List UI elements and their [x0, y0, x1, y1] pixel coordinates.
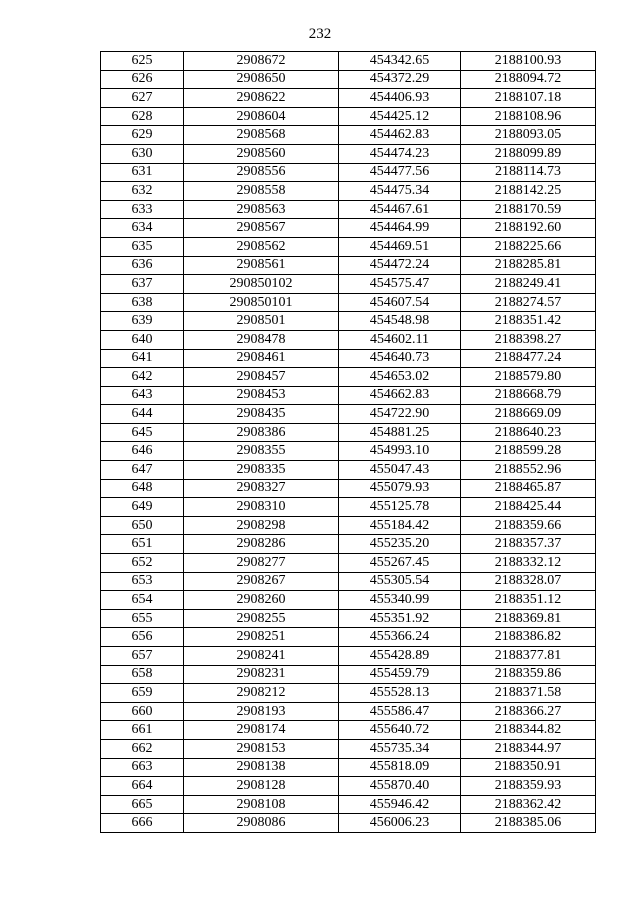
- row-number-cell: 650: [101, 516, 184, 535]
- row-number-cell: 630: [101, 144, 184, 163]
- row-number-cell: 646: [101, 442, 184, 461]
- table-row: [101, 442, 596, 461]
- y-coordinate-cell: 2188114.73: [461, 163, 596, 182]
- row-number-cell: 631: [101, 163, 184, 182]
- table-row: [101, 293, 596, 312]
- y-coordinate-cell: 2188385.06: [461, 814, 596, 833]
- x-coordinate-cell: 454722.90: [339, 405, 461, 424]
- table-row: [101, 702, 596, 721]
- point-id-cell: 2908231: [184, 665, 339, 684]
- point-id-cell: 2908335: [184, 461, 339, 480]
- row-number-cell: 652: [101, 554, 184, 573]
- x-coordinate-cell: 454464.99: [339, 219, 461, 238]
- table-row: [101, 461, 596, 480]
- table-row: [101, 107, 596, 126]
- point-id-cell: 2908086: [184, 814, 339, 833]
- point-id-cell: 2908251: [184, 628, 339, 647]
- x-coordinate-cell: 455946.42: [339, 795, 461, 814]
- row-number-cell: 665: [101, 795, 184, 814]
- table-row: [101, 572, 596, 591]
- point-id-cell: 2908650: [184, 70, 339, 89]
- row-number-cell: 647: [101, 461, 184, 480]
- table-row: [101, 591, 596, 610]
- y-coordinate-cell: 2188350.91: [461, 758, 596, 777]
- point-id-cell: 2908561: [184, 256, 339, 275]
- y-coordinate-cell: 2188359.93: [461, 777, 596, 796]
- y-coordinate-cell: 2188599.28: [461, 442, 596, 461]
- point-id-cell: 2908212: [184, 684, 339, 703]
- y-coordinate-cell: 2188225.66: [461, 237, 596, 256]
- y-coordinate-cell: 2188192.60: [461, 219, 596, 238]
- x-coordinate-cell: 454342.65: [339, 52, 461, 71]
- table-row: [101, 516, 596, 535]
- y-coordinate-cell: 2188357.37: [461, 535, 596, 554]
- x-coordinate-cell: 455428.89: [339, 647, 461, 666]
- point-id-cell: 2908560: [184, 144, 339, 163]
- row-number-cell: 641: [101, 349, 184, 368]
- point-id-cell: 2908267: [184, 572, 339, 591]
- row-number-cell: 636: [101, 256, 184, 275]
- y-coordinate-cell: 2188344.82: [461, 721, 596, 740]
- x-coordinate-cell: 454575.47: [339, 275, 461, 294]
- x-coordinate-cell: 454548.98: [339, 312, 461, 331]
- y-coordinate-cell: 2188552.96: [461, 461, 596, 480]
- table-row: [101, 535, 596, 554]
- point-id-cell: 2908563: [184, 200, 339, 219]
- y-coordinate-cell: 2188668.79: [461, 386, 596, 405]
- y-coordinate-cell: 2188099.89: [461, 144, 596, 163]
- table-row: [101, 386, 596, 405]
- page-number: 232: [308, 26, 332, 42]
- y-coordinate-cell: 2188285.81: [461, 256, 596, 275]
- row-number-cell: 645: [101, 423, 184, 442]
- table-row: [101, 163, 596, 182]
- x-coordinate-cell: 454602.11: [339, 330, 461, 349]
- table-row: [101, 70, 596, 89]
- point-id-cell: 2908622: [184, 89, 339, 108]
- point-id-cell: 2908310: [184, 498, 339, 517]
- row-number-cell: 633: [101, 200, 184, 219]
- y-coordinate-cell: 2188465.87: [461, 479, 596, 498]
- x-coordinate-cell: 455125.78: [339, 498, 461, 517]
- row-number-cell: 644: [101, 405, 184, 424]
- y-coordinate-cell: 2188332.12: [461, 554, 596, 573]
- x-coordinate-cell: 454477.56: [339, 163, 461, 182]
- point-id-cell: 2908355: [184, 442, 339, 461]
- y-coordinate-cell: 2188351.42: [461, 312, 596, 331]
- table-row: [101, 144, 596, 163]
- point-id-cell: 2908604: [184, 107, 339, 126]
- table-row: [101, 182, 596, 201]
- row-number-cell: 640: [101, 330, 184, 349]
- row-number-cell: 638: [101, 293, 184, 312]
- y-coordinate-cell: 2188107.18: [461, 89, 596, 108]
- coordinates-table-body: [101, 52, 596, 833]
- y-coordinate-cell: 2188386.82: [461, 628, 596, 647]
- point-id-cell: 2908193: [184, 702, 339, 721]
- table-row: [101, 52, 596, 71]
- y-coordinate-cell: 2188351.12: [461, 591, 596, 610]
- point-id-cell: 2908241: [184, 647, 339, 666]
- point-id-cell: 2908108: [184, 795, 339, 814]
- point-id-cell: 2908298: [184, 516, 339, 535]
- x-coordinate-cell: 454993.10: [339, 442, 461, 461]
- x-coordinate-cell: 455870.40: [339, 777, 461, 796]
- table-row: [101, 200, 596, 219]
- row-number-cell: 625: [101, 52, 184, 71]
- table-row: [101, 423, 596, 442]
- x-coordinate-cell: 454607.54: [339, 293, 461, 312]
- point-id-cell: 2908128: [184, 777, 339, 796]
- table-row: [101, 479, 596, 498]
- point-id-cell: 2908327: [184, 479, 339, 498]
- row-number-cell: 659: [101, 684, 184, 703]
- point-id-cell: 2908277: [184, 554, 339, 573]
- y-coordinate-cell: 2188359.66: [461, 516, 596, 535]
- y-coordinate-cell: 2188579.80: [461, 368, 596, 387]
- table-row: [101, 554, 596, 573]
- x-coordinate-cell: 454462.83: [339, 126, 461, 145]
- point-id-cell: 2908501: [184, 312, 339, 331]
- x-coordinate-cell: 455528.13: [339, 684, 461, 703]
- table-row: [101, 665, 596, 684]
- x-coordinate-cell: 455366.24: [339, 628, 461, 647]
- table-row: [101, 237, 596, 256]
- table-row: [101, 368, 596, 387]
- row-number-cell: 656: [101, 628, 184, 647]
- x-coordinate-cell: 455340.99: [339, 591, 461, 610]
- x-coordinate-cell: 454406.93: [339, 89, 461, 108]
- point-id-cell: 2908174: [184, 721, 339, 740]
- point-id-cell: 2908562: [184, 237, 339, 256]
- row-number-cell: 642: [101, 368, 184, 387]
- table-row: [101, 814, 596, 833]
- y-coordinate-cell: 2188398.27: [461, 330, 596, 349]
- point-id-cell: 2908556: [184, 163, 339, 182]
- point-id-cell: 2908457: [184, 368, 339, 387]
- point-id-cell: 2908138: [184, 758, 339, 777]
- x-coordinate-cell: 455047.43: [339, 461, 461, 480]
- row-number-cell: 653: [101, 572, 184, 591]
- row-number-cell: 661: [101, 721, 184, 740]
- x-coordinate-cell: 455735.34: [339, 739, 461, 758]
- row-number-cell: 666: [101, 814, 184, 833]
- x-coordinate-cell: 454425.12: [339, 107, 461, 126]
- row-number-cell: 660: [101, 702, 184, 721]
- row-number-cell: 658: [101, 665, 184, 684]
- y-coordinate-cell: 2188249.41: [461, 275, 596, 294]
- y-coordinate-cell: 2188108.96: [461, 107, 596, 126]
- table-row: [101, 647, 596, 666]
- x-coordinate-cell: 455305.54: [339, 572, 461, 591]
- table-row: [101, 609, 596, 628]
- row-number-cell: 649: [101, 498, 184, 517]
- y-coordinate-cell: 2188093.05: [461, 126, 596, 145]
- row-number-cell: 643: [101, 386, 184, 405]
- point-id-cell: 2908260: [184, 591, 339, 610]
- row-number-cell: 639: [101, 312, 184, 331]
- table-row: [101, 628, 596, 647]
- table-row: [101, 758, 596, 777]
- table-row: [101, 256, 596, 275]
- point-id-cell: 2908386: [184, 423, 339, 442]
- y-coordinate-cell: 2188362.42: [461, 795, 596, 814]
- point-id-cell: 2908153: [184, 739, 339, 758]
- row-number-cell: 662: [101, 739, 184, 758]
- row-number-cell: 651: [101, 535, 184, 554]
- x-coordinate-cell: 455459.79: [339, 665, 461, 684]
- x-coordinate-cell: 454467.61: [339, 200, 461, 219]
- y-coordinate-cell: 2188425.44: [461, 498, 596, 517]
- row-number-cell: 634: [101, 219, 184, 238]
- x-coordinate-cell: 455235.20: [339, 535, 461, 554]
- x-coordinate-cell: 456006.23: [339, 814, 461, 833]
- y-coordinate-cell: 2188359.86: [461, 665, 596, 684]
- row-number-cell: 637: [101, 275, 184, 294]
- y-coordinate-cell: 2188377.81: [461, 647, 596, 666]
- table-row: [101, 684, 596, 703]
- point-id-cell: 2908567: [184, 219, 339, 238]
- table-row: [101, 739, 596, 758]
- point-id-cell: 2908558: [184, 182, 339, 201]
- table-row: [101, 777, 596, 796]
- y-coordinate-cell: 2188640.23: [461, 423, 596, 442]
- row-number-cell: 626: [101, 70, 184, 89]
- point-id-cell: 2908255: [184, 609, 339, 628]
- y-coordinate-cell: 2188477.24: [461, 349, 596, 368]
- row-number-cell: 648: [101, 479, 184, 498]
- coordinates-table: [100, 51, 596, 833]
- y-coordinate-cell: 2188142.25: [461, 182, 596, 201]
- y-coordinate-cell: 2188100.93: [461, 52, 596, 71]
- x-coordinate-cell: 455184.42: [339, 516, 461, 535]
- point-id-cell: 290850102: [184, 275, 339, 294]
- point-id-cell: 2908478: [184, 330, 339, 349]
- y-coordinate-cell: 2188328.07: [461, 572, 596, 591]
- y-coordinate-cell: 2188170.59: [461, 200, 596, 219]
- point-id-cell: 2908461: [184, 349, 339, 368]
- y-coordinate-cell: 2188094.72: [461, 70, 596, 89]
- point-id-cell: 2908453: [184, 386, 339, 405]
- table-row: [101, 126, 596, 145]
- point-id-cell: 2908286: [184, 535, 339, 554]
- row-number-cell: 655: [101, 609, 184, 628]
- x-coordinate-cell: 454469.51: [339, 237, 461, 256]
- row-number-cell: 628: [101, 107, 184, 126]
- y-coordinate-cell: 2188371.58: [461, 684, 596, 703]
- x-coordinate-cell: 454472.24: [339, 256, 461, 275]
- row-number-cell: 657: [101, 647, 184, 666]
- x-coordinate-cell: 454640.73: [339, 349, 461, 368]
- x-coordinate-cell: 454474.23: [339, 144, 461, 163]
- table-row: [101, 89, 596, 108]
- row-number-cell: 664: [101, 777, 184, 796]
- x-coordinate-cell: 454662.83: [339, 386, 461, 405]
- table-row: [101, 498, 596, 517]
- table-row: [101, 330, 596, 349]
- point-id-cell: 2908435: [184, 405, 339, 424]
- table-row: [101, 349, 596, 368]
- table-row: [101, 795, 596, 814]
- row-number-cell: 654: [101, 591, 184, 610]
- y-coordinate-cell: 2188366.27: [461, 702, 596, 721]
- table-row: [101, 405, 596, 424]
- x-coordinate-cell: 454372.29: [339, 70, 461, 89]
- x-coordinate-cell: 455267.45: [339, 554, 461, 573]
- table-row: [101, 275, 596, 294]
- table-row: [101, 219, 596, 238]
- x-coordinate-cell: 455640.72: [339, 721, 461, 740]
- y-coordinate-cell: 2188369.81: [461, 609, 596, 628]
- y-coordinate-cell: 2188344.97: [461, 739, 596, 758]
- row-number-cell: 627: [101, 89, 184, 108]
- row-number-cell: 632: [101, 182, 184, 201]
- row-number-cell: 663: [101, 758, 184, 777]
- row-number-cell: 629: [101, 126, 184, 145]
- point-id-cell: 2908672: [184, 52, 339, 71]
- x-coordinate-cell: 455586.47: [339, 702, 461, 721]
- x-coordinate-cell: 455079.93: [339, 479, 461, 498]
- row-number-cell: 635: [101, 237, 184, 256]
- table-row: [101, 312, 596, 331]
- y-coordinate-cell: 2188274.57: [461, 293, 596, 312]
- y-coordinate-cell: 2188669.09: [461, 405, 596, 424]
- point-id-cell: 290850101: [184, 293, 339, 312]
- table-row: [101, 721, 596, 740]
- x-coordinate-cell: 455818.09: [339, 758, 461, 777]
- x-coordinate-cell: 454881.25: [339, 423, 461, 442]
- point-id-cell: 2908568: [184, 126, 339, 145]
- x-coordinate-cell: 454653.02: [339, 368, 461, 387]
- x-coordinate-cell: 454475.34: [339, 182, 461, 201]
- x-coordinate-cell: 455351.92: [339, 609, 461, 628]
